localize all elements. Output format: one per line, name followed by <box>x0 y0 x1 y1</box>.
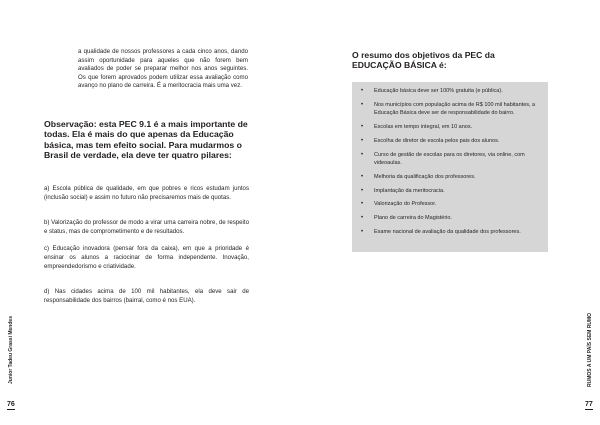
summary-box <box>352 82 548 252</box>
pillar-paragraph-c: c) Educação inovadora (pensar fora da caixa), em que a prioridade é ensinar os alunos a raciocinar de forma independente. Inovação, empreendedorismo e criatividade. <box>44 245 249 270</box>
summary-title-line-2: EDUCAÇÃO BÁSICA é: <box>352 60 447 70</box>
page-number-left: 76 <box>7 401 15 408</box>
list-item <box>360 174 541 182</box>
bullet-icon: • <box>361 137 364 144</box>
bullet-icon: • <box>361 101 364 108</box>
bullet-icon: • <box>361 123 364 130</box>
list-item-text: Implantação da meritocracia. <box>374 187 445 194</box>
summary-title-line-1: O resumo dos objetivos da PEC da <box>352 50 495 60</box>
book-title-running-head: RUMOS A UM PAÍS SEM RUMO <box>587 313 593 387</box>
bullet-icon: • <box>361 151 364 158</box>
objectives-list <box>360 88 541 237</box>
bullet-icon: • <box>361 173 364 180</box>
list-item-text: Educação básica deve ser 100% gratuita (e pública). <box>374 88 503 94</box>
continuation-paragraph: a qualidade de nossos professores a cada cinco anos, dando assim oportunidade para aqueles que não forem bem avaliados de poder se preparar melhor nos anos seguintes. Os que forem aprovados podem utilizar essa avaliação como avanço no plano de carreira. É a meritocracia mais uma vez. <box>78 48 248 90</box>
author-running-head: Junior Tadeu Grassi Mendes <box>8 316 14 384</box>
list-item <box>360 188 541 196</box>
bullet-icon: • <box>361 88 364 94</box>
page-number-right: 77 <box>585 401 593 408</box>
list-item-text: Nos municípios com população acima de R$ 100 mil habitantes, a Educação Básica deve ser de responsabilidade do bairro. <box>374 101 536 116</box>
list-item <box>360 215 541 223</box>
bullet-icon: • <box>361 229 364 236</box>
right-page <box>300 0 600 425</box>
list-item-text: Escolha de diretor de escola pelos pais dos alunos. <box>374 137 500 144</box>
bullet-icon: • <box>361 215 364 222</box>
list-item <box>360 201 541 209</box>
list-item-text: Exame nacional de avaliação da qualidade dos professores. <box>374 229 521 236</box>
list-item <box>360 124 541 132</box>
list-item <box>360 138 541 146</box>
list-item-text: Melhoria da qualificação dos professores. <box>374 173 476 180</box>
list-item-text: Plano de carreira do Magistério. <box>374 215 452 222</box>
pillar-paragraph-b: b) Valorização do professor de modo a virar uma carreira nobre, de respeito e status, mas de comprometimento e de resultados. <box>44 219 249 235</box>
list-item <box>360 229 541 237</box>
bullet-icon: • <box>361 187 364 194</box>
list-item <box>360 102 541 118</box>
summary-title <box>352 50 552 70</box>
pillar-paragraph-d: d) Nas cidades acima de 100 mil habitantes, ela deve sair de responsabilidade dos bairros (bairral, como é nos EUA). <box>44 288 249 304</box>
observation-heading: Observação: esta PEC 9.1 é a mais importante de todas. Ela é mais do que apenas da Educação básica, mas tem efeito social. Para mudarmos o Brasil de verdade, ela deve ter quatro pilares: <box>44 119 248 160</box>
list-item-text: Curso de gestão de escolas para os diretores, via online, com videoaulas. <box>374 151 525 166</box>
bullet-icon: • <box>361 201 364 208</box>
list-item <box>360 152 541 168</box>
list-item-text: Escolas em tempo integral, em 10 anos. <box>374 123 473 130</box>
list-item-text: Valorização do Professor. <box>374 201 437 208</box>
list-item <box>360 88 541 96</box>
pillar-paragraph-a: a) Escola pública de qualidade, em que pobres e ricos estudam juntos (inclusão social) e assim no futuro não precisaremos mais de quotas. <box>44 185 249 201</box>
